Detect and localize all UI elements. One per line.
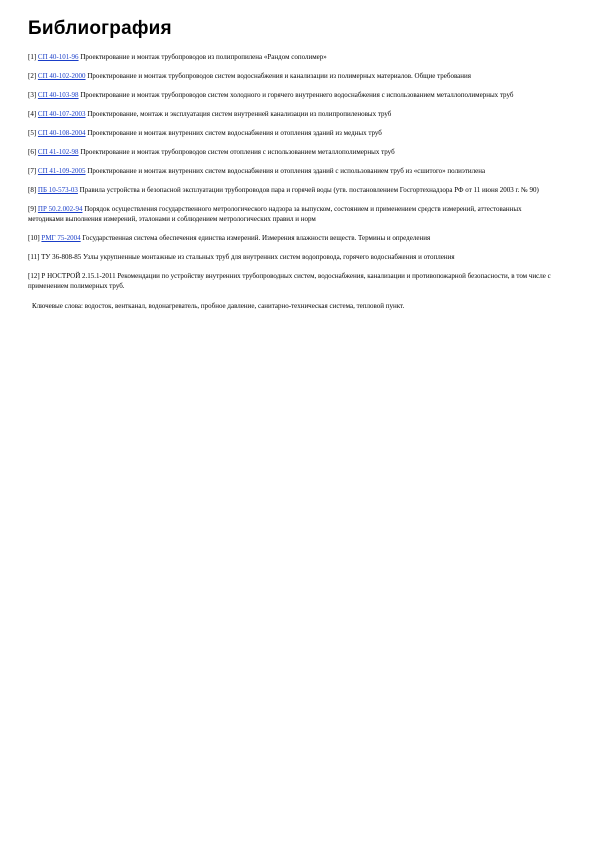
reference-number: [3] [28,91,37,99]
reference-number: [12] [28,272,40,280]
reference-item [28,233,558,243]
reference-link[interactable]: ПБ 10-573-03 [37,186,78,194]
reference-text: Государственная система обеспечения единства измерений. Измерения влажности веществ. Термины и определения [82,234,431,242]
reference-link[interactable]: СП 40-107-2003 [37,110,86,118]
keywords-text: Ключевые слова: водосток, вентканал, водонагреватель, пробное давление, санитарно-техническая система, тепловой пункт. [32,302,405,310]
reference-item [28,166,558,176]
reference-number: [5] [28,129,37,137]
reference-number: [9] [28,205,37,213]
reference-item [28,128,558,138]
reference-item [28,185,558,195]
reference-item [28,52,558,62]
reference-link[interactable]: СП 40-101-96 [37,53,79,61]
reference-item [28,109,558,119]
reference-link[interactable]: ПР 50.2.002-94 [37,205,83,213]
reference-link[interactable]: РМГ 75-2004 [41,234,81,242]
reference-number: [10] [28,234,40,242]
reference-item [28,147,558,157]
reference-number: [11] [28,253,40,261]
reference-text: Порядок осуществления государственного метрологического надзора за выпуском, состоянием и применением средств измерений, аттестованных методиками выполнения измерений, эталонами и соблюдением метрологических правил и норм [28,205,522,223]
reference-item [28,252,558,262]
reference-link[interactable]: СП 41-109-2005 [37,167,86,175]
reference-list [28,52,558,318]
reference-item [28,71,558,81]
reference-text: Проектирование и монтаж трубопроводов из полипропилена «Рандом сополимер» [80,53,327,61]
reference-text: Проектирование и монтаж внутренних систем водоснабжения и отопления зданий из медных труб [87,129,382,137]
reference-item [28,271,558,291]
reference-text: Р НОСТРОЙ 2.15.1-2011 Рекомендации по устройству внутренних трубопроводных систем, водоснабжения, канализации и противопожарной безопасности, в том числе с применением полимерных труб. [28,272,551,290]
reference-text: Правила устройства и безопасной эксплуатации трубопроводов пара и горячей воды (утв. постановлением Госгортехнадзора РФ от 11 июня 2003 г. № 90) [79,186,539,194]
reference-number: [4] [28,110,37,118]
reference-text: Проектирование и монтаж трубопроводов систем водоснабжения и канализации из полимерных материалов. Общие требования [87,72,471,80]
reference-number: [1] [28,53,37,61]
page-title: Библиография [28,18,172,39]
reference-text: Проектирование и монтаж трубопроводов систем отопления с использованием металлополимерных труб [80,148,395,156]
reference-item [28,90,558,100]
reference-text: Проектирование, монтаж и эксплуатация систем внутренней канализации из полипропиленовых труб [87,110,392,118]
reference-text: Проектирование и монтаж внутренних систем водоснабжения и отопления зданий с использованием труб из «сшитого» полиэтилена [87,167,486,175]
reference-text: ТУ 36-808-85 Узлы укрупненные монтажные из стальных труб для внутренних систем водопровода, горячего водоснабжения и отопления [41,253,455,261]
reference-text: Проектирование и монтаж трубопроводов систем холодного и горячего внутреннего водоснабжения с использованием металлополимерных труб [80,91,514,99]
reference-number: [6] [28,148,37,156]
reference-number: [7] [28,167,37,175]
reference-link[interactable]: СП 41-102-98 [37,148,79,156]
reference-link[interactable]: СП 40-103-98 [37,91,79,99]
reference-number: [2] [28,72,37,80]
reference-item [28,204,558,224]
reference-number: [8] [28,186,37,194]
reference-link[interactable]: СП 40-102-2000 [37,72,86,80]
reference-link[interactable]: СП 40-108-2004 [37,129,86,137]
